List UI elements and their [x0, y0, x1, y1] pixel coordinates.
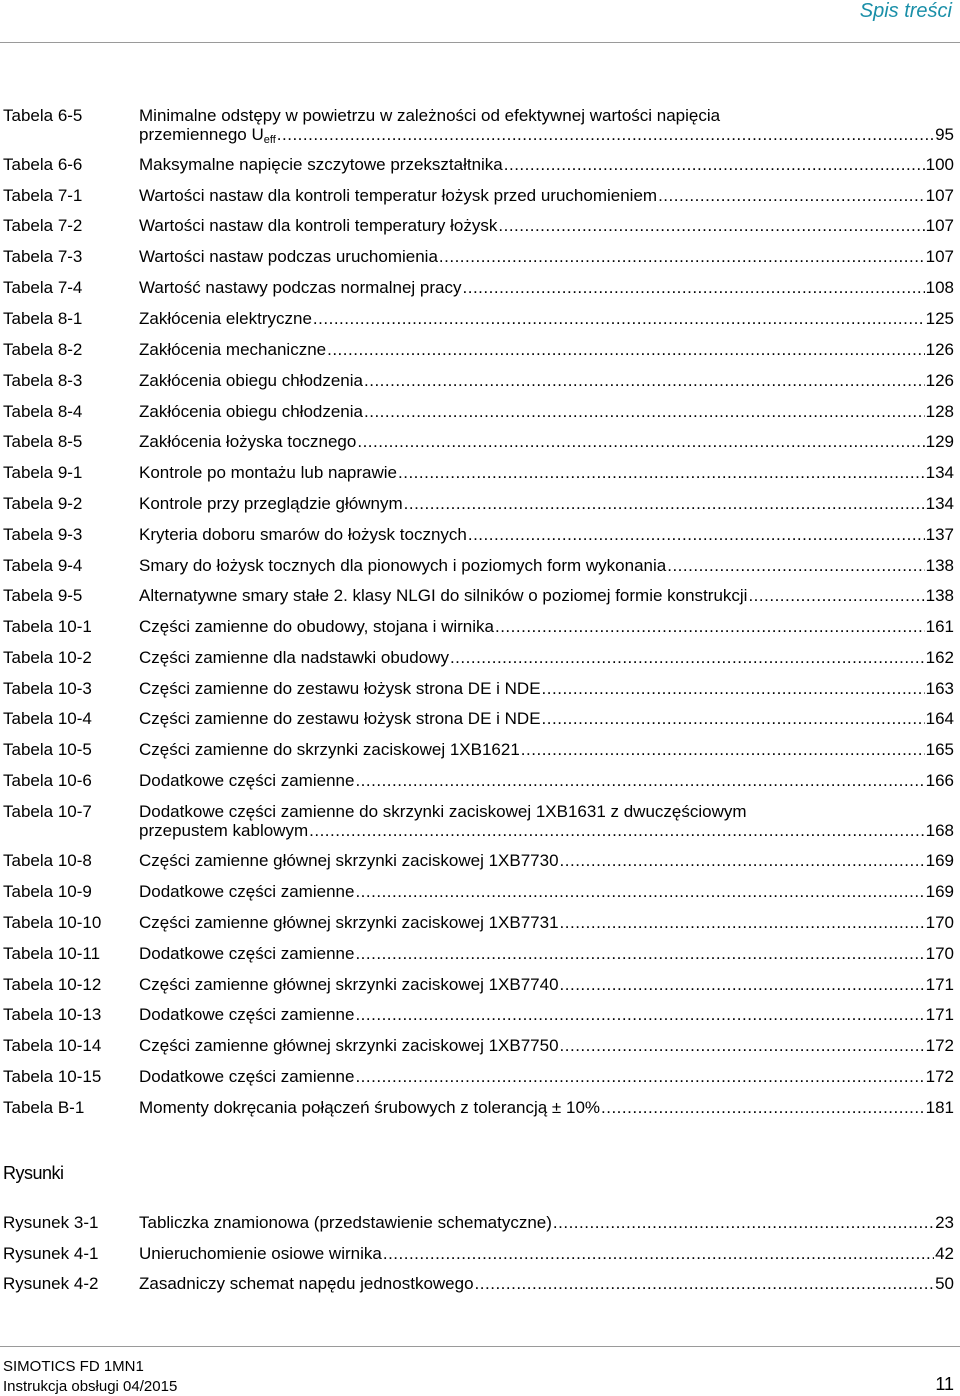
- toc-entry-page-number: 171: [925, 1005, 954, 1024]
- toc-dot-leader: [542, 709, 925, 728]
- toc-entry-body: [139, 1067, 954, 1086]
- toc-entry-line: [139, 1036, 954, 1055]
- toc-entry-line: [139, 186, 954, 205]
- toc-entry-title: Zakłócenia mechaniczne: [139, 340, 327, 359]
- toc-entry-body: [139, 402, 954, 421]
- toc-entry-label: Tabela 6-6: [3, 155, 83, 174]
- toc-entry-label: Tabela 10-2: [3, 648, 92, 667]
- toc-entry-page-number: 172: [925, 1067, 954, 1086]
- toc-entry-label: Tabela 8-2: [3, 340, 83, 359]
- toc-entry-page-number: 165: [925, 740, 954, 759]
- toc-dot-leader: [498, 216, 924, 235]
- toc-entry-title: Dodatkowe części zamienne: [139, 771, 355, 790]
- toc-entry-page-number: 169: [925, 851, 954, 870]
- toc-dot-leader: [355, 771, 924, 790]
- toc-entry-line: [139, 709, 954, 728]
- toc-entry-title: Części zamienne do obudowy, stojana i wirnika: [139, 617, 494, 636]
- toc-entry-body: [139, 709, 954, 728]
- toc-entry-body: [139, 278, 954, 297]
- toc-entry-page-number: 170: [925, 944, 954, 963]
- toc-dot-leader: [521, 740, 925, 759]
- toc-entry-body: [139, 247, 954, 266]
- toc-dot-leader: [553, 1213, 934, 1232]
- toc-entry-page-number: 166: [925, 771, 954, 790]
- toc-entry-page-number: 170: [925, 913, 954, 932]
- toc-dot-leader: [404, 494, 925, 513]
- toc-entry-title: Dodatkowe części zamienne: [139, 1005, 355, 1024]
- toc-entry-page-number: 164: [925, 709, 954, 728]
- toc-entry-title: Dodatkowe części zamienne: [139, 1067, 355, 1086]
- toc-entry-title: Zasadniczy schemat napędu jednostkowego: [139, 1274, 474, 1293]
- toc-entry-title: Dodatkowe części zamienne: [139, 944, 355, 963]
- footer-divider: [0, 1346, 960, 1347]
- toc-entry-body: [139, 556, 954, 575]
- toc-entry-body: [139, 975, 954, 994]
- toc-dot-leader: [450, 648, 925, 667]
- toc-entry-line: [139, 155, 954, 174]
- toc-entry-page-number: 107: [925, 247, 954, 266]
- toc-entry-title: Zakłócenia łożyska tocznego: [139, 432, 357, 451]
- toc-entry-title: Kontrole przy przeglądzie głównym: [139, 494, 403, 513]
- toc-entry-subscript: eff: [263, 134, 276, 146]
- toc-entry-body: [139, 802, 954, 840]
- toc-entry-line: [139, 125, 954, 144]
- toc-entry-label: Tabela 10-12: [3, 975, 102, 994]
- toc-entry-label: Tabela 9-2: [3, 494, 83, 513]
- toc-entry-line: [139, 1005, 954, 1024]
- toc-dot-leader: [355, 1005, 924, 1024]
- toc-entry-page-number: 108: [925, 278, 954, 297]
- toc-entry-page-number: 181: [925, 1098, 954, 1117]
- toc-dot-leader: [658, 186, 925, 205]
- toc-entry-title: Części zamienne dla nadstawki obudowy: [139, 648, 449, 667]
- toc-entry-title: przepustem kablowym: [139, 821, 309, 840]
- toc-entry-body: [139, 309, 954, 328]
- toc-entry-body: [139, 1244, 954, 1263]
- toc-entry-title: Smary do łożysk tocznych dla pionowych i poziomych form wykonania: [139, 556, 667, 575]
- toc-entry-page-number: 169: [925, 882, 954, 901]
- toc-entry-title: Kontrole po montażu lub naprawie: [139, 463, 397, 482]
- toc-entry-title: Części zamienne do zestawu łożysk strona DE i NDE: [139, 709, 541, 728]
- footer-manual-edition: Instrukcja obsługi 04/2015: [3, 1378, 178, 1395]
- toc-dot-leader: [357, 432, 924, 451]
- toc-entry-title: Części zamienne głównej skrzynki zaciskowej 1XB7740: [139, 975, 559, 994]
- toc-entry-body: [139, 648, 954, 667]
- toc-dot-leader: [560, 1036, 925, 1055]
- toc-entry-line: [139, 1213, 954, 1232]
- toc-entry-page-number: 125: [925, 309, 954, 328]
- toc-entry-line: [139, 402, 954, 421]
- toc-entry-page-number: 162: [925, 648, 954, 667]
- toc-entry-label: Tabela 9-1: [3, 463, 83, 482]
- toc-entry-body: [139, 740, 954, 759]
- toc-dot-leader: [475, 1274, 935, 1293]
- toc-entry-title: Wartość nastawy podczas normalnej pracy: [139, 278, 462, 297]
- toc-entry-line: [139, 371, 954, 390]
- toc-entry-title: Momenty dokręcania połączeń śrubowych z tolerancją ± 10%: [139, 1098, 601, 1117]
- toc-entry-line: [139, 340, 954, 359]
- toc-entry-title-line: Dodatkowe części zamienne do skrzynki zaciskowej 1XB1631 z dwuczęściowym: [139, 802, 747, 821]
- running-header-title: Spis treści: [859, 0, 952, 22]
- toc-entry-title: Unieruchomienie osiowe wirnika: [139, 1244, 382, 1263]
- toc-entry-page-number: 137: [925, 525, 954, 544]
- toc-entry-body: [139, 525, 954, 544]
- toc-entry-line: [139, 771, 954, 790]
- toc-entry-label: Tabela 7-2: [3, 216, 83, 235]
- toc-entry-line: [139, 494, 954, 513]
- toc-dot-leader: [439, 247, 925, 266]
- header-divider: [0, 42, 960, 43]
- toc-dot-leader: [542, 679, 925, 698]
- footer-product-name: SIMOTICS FD 1MN1: [3, 1358, 144, 1375]
- toc-entry-title: Dodatkowe części zamienne: [139, 882, 355, 901]
- toc-dot-leader: [463, 278, 925, 297]
- toc-dot-leader: [327, 340, 925, 359]
- toc-entry-label: Tabela 10-4: [3, 709, 92, 728]
- toc-entry-body: [139, 106, 954, 144]
- toc-entry-label: Tabela 10-7: [3, 802, 92, 821]
- toc-dot-leader: [667, 556, 924, 575]
- toc-entry-page-number: 107: [925, 216, 954, 235]
- toc-dot-leader: [560, 975, 925, 994]
- toc-entry-label: Tabela 10-5: [3, 740, 92, 759]
- toc-entry-page-number: 168: [925, 821, 954, 840]
- toc-dot-leader: [504, 155, 925, 174]
- toc-entry-line: [139, 851, 954, 870]
- toc-entry-body: [139, 771, 954, 790]
- toc-entry-body: [139, 882, 954, 901]
- toc-entry-title: Zakłócenia elektryczne: [139, 309, 312, 328]
- toc-entry-label: Tabela 7-3: [3, 247, 83, 266]
- toc-entry-title: Kryteria doboru smarów do łożysk tocznych: [139, 525, 467, 544]
- toc-entry-body: [139, 617, 954, 636]
- toc-entry-title: Wartości nastaw dla kontroli temperatury łożysk: [139, 216, 498, 235]
- toc-entry-label: Tabela B-1: [3, 1098, 85, 1117]
- toc-dot-leader: [313, 309, 925, 328]
- toc-entry-line: [139, 1244, 954, 1263]
- toc-entry-label: Tabela 7-4: [3, 278, 83, 297]
- toc-dot-leader: [364, 402, 925, 421]
- toc-entry-title: przemiennego $U_{eff}$: [139, 125, 276, 146]
- toc-entry-label: Tabela 9-3: [3, 525, 83, 544]
- toc-entry-line: [139, 617, 954, 636]
- toc-entry-body: [139, 216, 954, 235]
- toc-entry-label: Rysunek 4-1: [3, 1244, 99, 1263]
- toc-dot-leader: [495, 617, 925, 636]
- toc-entry-label: Rysunek 3-1: [3, 1213, 99, 1232]
- toc-entry-page-number: 161: [925, 617, 954, 636]
- toc-entry-body: [139, 1213, 954, 1232]
- toc-entry-page-number: 126: [925, 340, 954, 359]
- toc-entry-body: [139, 1098, 954, 1117]
- toc-entry-line: [139, 216, 954, 235]
- toc-entry-body: [139, 1005, 954, 1024]
- toc-entry-body: [139, 913, 954, 932]
- toc-dot-leader: [601, 1098, 925, 1117]
- toc-entry-line: [139, 1098, 954, 1117]
- toc-entry-title: Tabliczka znamionowa (przedstawienie schematyczne): [139, 1213, 552, 1232]
- toc-entry-page-number: 107: [925, 186, 954, 205]
- toc-entry-body: [139, 494, 954, 513]
- toc-entry-page-number: 129: [925, 432, 954, 451]
- toc-entry-label: Tabela 10-14: [3, 1036, 102, 1055]
- toc-entry-body: [139, 463, 954, 482]
- toc-entry-body: [139, 1036, 954, 1055]
- toc-entry-label: Tabela 9-4: [3, 556, 83, 575]
- toc-entry-label: Tabela 10-10: [3, 913, 102, 932]
- toc-entry-line: [139, 1067, 954, 1086]
- toc-entry-body: [139, 944, 954, 963]
- toc-entry-label: Tabela 10-11: [3, 944, 101, 963]
- toc-entry-label: Tabela 10-8: [3, 851, 92, 870]
- toc-dot-leader: [383, 1244, 934, 1263]
- toc-entry-line: [139, 525, 954, 544]
- toc-entry-page-number: 163: [925, 679, 954, 698]
- toc-entry-label: Tabela 6-5: [3, 106, 83, 125]
- toc-entry-label: Tabela 8-3: [3, 371, 83, 390]
- toc-entry-page-number: 134: [925, 463, 954, 482]
- toc-entry-page-number: 50: [935, 1274, 954, 1293]
- toc-entry-label: Tabela 10-3: [3, 679, 92, 698]
- toc-entry-page-number: 138: [925, 556, 954, 575]
- toc-entry-title: Zakłócenia obiegu chłodzenia: [139, 402, 363, 421]
- toc-entry-page-number: 128: [925, 402, 954, 421]
- toc-entry-body: [139, 155, 954, 174]
- toc-entry-line: [139, 278, 954, 297]
- toc-entry-title: Części zamienne głównej skrzynki zaciskowej 1XB7730: [139, 851, 559, 870]
- toc-entry-line: [139, 463, 954, 482]
- toc-dot-leader: [468, 525, 925, 544]
- toc-entry-title: Alternatywne smary stałe 2. klasy NLGI do silników o poziomej formie konstrukcji: [139, 586, 748, 605]
- toc-entry-body: [139, 586, 954, 605]
- toc-entry-body: [139, 371, 954, 390]
- figures-section-heading: Rysunki: [3, 1163, 64, 1183]
- toc-entry-body: [139, 186, 954, 205]
- toc-dot-leader: [748, 586, 924, 605]
- toc-entry-label: Tabela 9-5: [3, 586, 83, 605]
- toc-entry-line: [139, 586, 954, 605]
- toc-dot-leader: [398, 463, 925, 482]
- toc-entry-title: Wartości nastaw dla kontroli temperatur łożysk przed uruchomieniem: [139, 186, 658, 205]
- toc-entry-page-number: 171: [925, 975, 954, 994]
- toc-entry-line: [139, 679, 954, 698]
- footer-page-number: 11: [935, 1374, 954, 1394]
- toc-entry-page-number: 134: [925, 494, 954, 513]
- toc-entry-label: Tabela 8-5: [3, 432, 83, 451]
- toc-dot-leader: [355, 944, 924, 963]
- toc-entry-line: [139, 882, 954, 901]
- toc-entry-page-number: 23: [935, 1213, 954, 1232]
- toc-entry-body: [139, 340, 954, 359]
- toc-entry-title: Wartości nastaw podczas uruchomienia: [139, 247, 438, 266]
- toc-entry-line: [139, 309, 954, 328]
- toc-entry-title: Części zamienne głównej skrzynki zaciskowej 1XB7750: [139, 1036, 559, 1055]
- toc-dot-leader: [560, 913, 925, 932]
- toc-entry-body: [139, 432, 954, 451]
- toc-dot-leader: [355, 882, 924, 901]
- toc-entry-line: [139, 247, 954, 266]
- toc-entry-line: [139, 556, 954, 575]
- toc-entry-label: Rysunek 4-2: [3, 1274, 99, 1293]
- toc-entry-body: [139, 679, 954, 698]
- toc-entry-label: Tabela 10-6: [3, 771, 92, 790]
- toc-entry-page-number: 172: [925, 1036, 954, 1055]
- toc-entry-label: Tabela 10-9: [3, 882, 92, 901]
- toc-dot-leader: [277, 125, 934, 144]
- toc-entry-line: [139, 1274, 954, 1293]
- toc-dot-leader: [309, 821, 925, 840]
- toc-entry-title-line: Minimalne odstępy w powietrzu w zależności od efektywnej wartości napięcia: [139, 106, 721, 125]
- toc-entry-label: Tabela 10-1: [3, 617, 92, 636]
- toc-dot-leader: [560, 851, 925, 870]
- toc-dot-leader: [355, 1067, 924, 1086]
- toc-entry-line: [139, 432, 954, 451]
- toc-entry-line: [139, 648, 954, 667]
- toc-entry-body: [139, 1274, 954, 1293]
- toc-entry-page-number: 100: [925, 155, 954, 174]
- toc-entry-page-number: 95: [935, 125, 954, 144]
- toc-entry-line: [139, 740, 954, 759]
- toc-entry-line: [139, 975, 954, 994]
- toc-entry-line: [139, 913, 954, 932]
- toc-entry-page-number: 126: [925, 371, 954, 390]
- toc-entry-label: Tabela 10-15: [3, 1067, 102, 1086]
- toc-entry-page-number: 42: [935, 1244, 954, 1263]
- toc-entry-title: Części zamienne do zestawu łożysk strona DE i NDE: [139, 679, 541, 698]
- toc-entry-line: [139, 821, 954, 840]
- toc-entry-title: Zakłócenia obiegu chłodzenia: [139, 371, 363, 390]
- toc-entry-body: [139, 851, 954, 870]
- toc-entry-label: Tabela 8-1: [3, 309, 83, 328]
- toc-entry-label: Tabela 10-13: [3, 1005, 102, 1024]
- toc-entry-title: Maksymalne napięcie szczytowe przekształtnika: [139, 155, 503, 174]
- toc-entry-label: Tabela 7-1: [3, 186, 83, 205]
- toc-entry-label: Tabela 8-4: [3, 402, 83, 421]
- toc-entry-page-number: 138: [925, 586, 954, 605]
- toc-dot-leader: [364, 371, 925, 390]
- toc-entry-title: Części zamienne głównej skrzynki zaciskowej 1XB7731: [139, 913, 559, 932]
- toc-entry-line: [139, 944, 954, 963]
- toc-entry-title: Części zamienne do skrzynki zaciskowej 1XB1621: [139, 740, 520, 759]
